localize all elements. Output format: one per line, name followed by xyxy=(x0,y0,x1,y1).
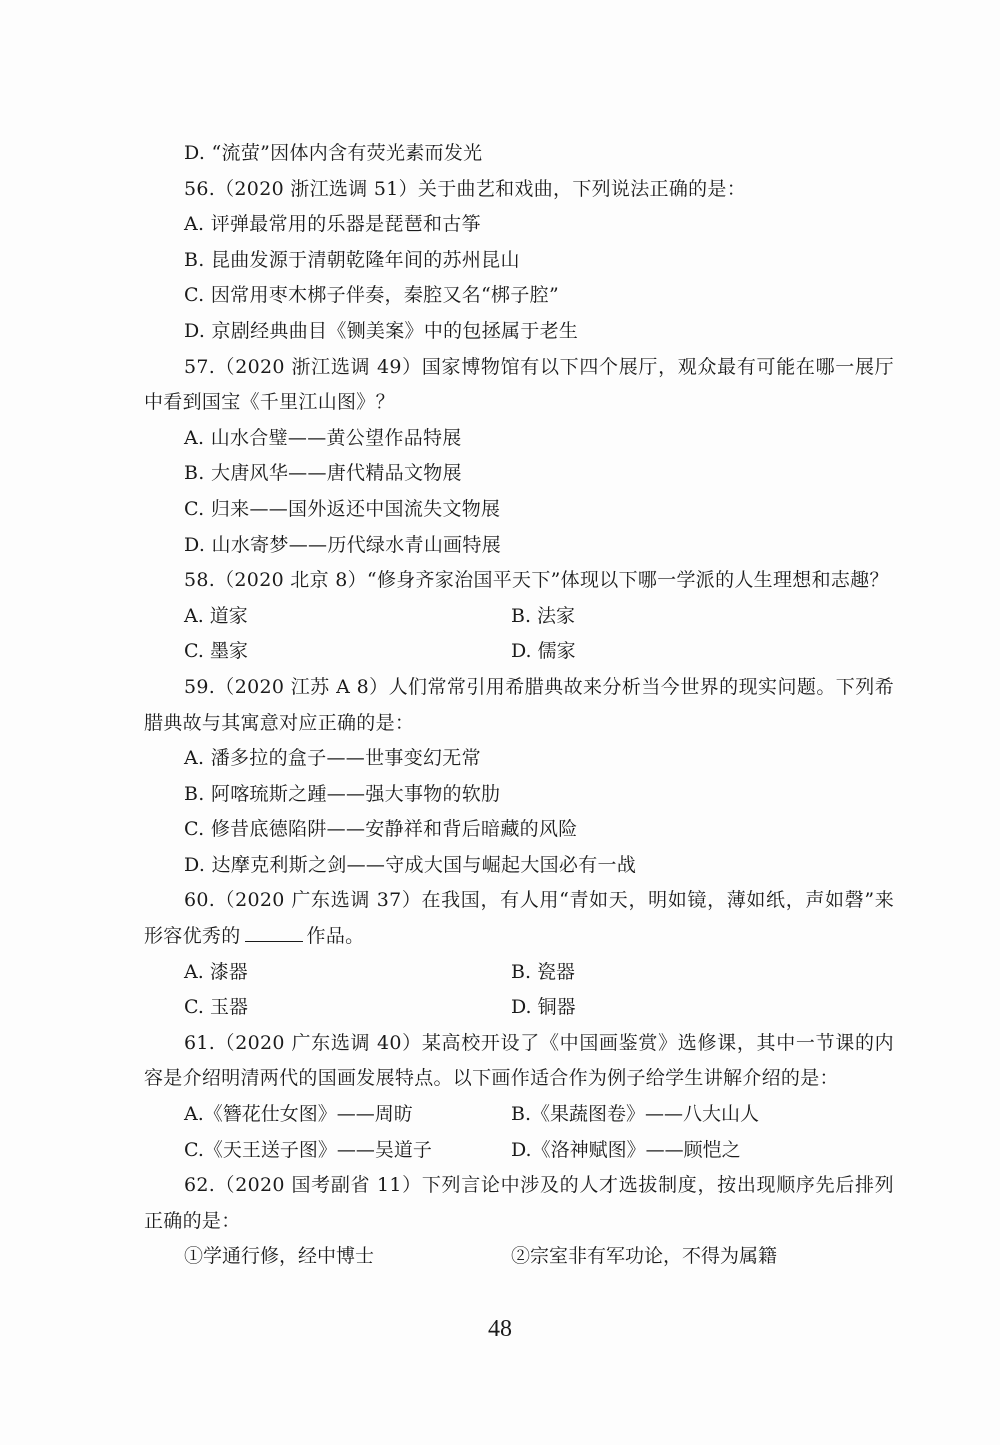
options-row-q58-1 xyxy=(144,599,894,635)
options-row-q62-1 xyxy=(144,1239,894,1275)
question-57: 57.（2020 浙江选调 49）国家博物馆有以下四个展厅，观众最有可能在哪一展厅中看到国宝《千里江山图》？ xyxy=(144,355,894,414)
option-b-q60: B. 瓷器 xyxy=(511,960,576,983)
option-a-q58: A. 道家 xyxy=(184,604,248,627)
options-row-q61-1 xyxy=(144,1097,894,1133)
question-60-text: 60.（2020 广东选调 37）在我国，有人用“青如天，明如镜，薄如纸，声如磬”来形容优秀的 xyxy=(144,889,894,948)
option-d-q57: D. 山水寄梦——历代绿水青山画特展 xyxy=(184,533,502,556)
option-c-q60: C. 玉器 xyxy=(184,996,248,1019)
option-d-q56: D. 京剧经典曲目《铡美案》中的包拯属于老生 xyxy=(184,319,579,342)
options-row-q60-2 xyxy=(144,990,894,1026)
option-a-q59: A. 潘多拉的盒子——世事变幻无常 xyxy=(184,747,481,770)
page-content xyxy=(144,136,894,1275)
option-c-q56: C. 因常用枣木梆子伴奏，秦腔又名“梆子腔” xyxy=(184,284,559,307)
statement-1-q62: ①学通行修，经中博士 xyxy=(184,1245,375,1268)
question-60 xyxy=(144,883,894,954)
options-row-q61-2 xyxy=(144,1133,894,1169)
option-d-q59: D. 达摩克利斯之剑——守成大国与崛起大国必有一战 xyxy=(184,853,637,876)
page-number: 48 xyxy=(488,1316,512,1342)
question-58: 58.（2020 北京 8）“修身齐家治国平天下”体现以下哪一学派的人生理想和志趣？ xyxy=(184,569,889,592)
option-a-q60: A. 漆器 xyxy=(184,960,248,983)
option-d-q55: D. “流萤”因体内含有荧光素而发光 xyxy=(184,142,483,164)
option-d-q60: D. 铜器 xyxy=(511,996,576,1019)
option-b-q59: B. 阿喀琉斯之踵——强大事物的软肋 xyxy=(184,782,501,805)
question-60-suffix: 作品。 xyxy=(306,925,365,948)
option-b-q58: B. 法家 xyxy=(511,604,576,627)
option-c-q57: C. 归来——国外返还中国流失文物展 xyxy=(184,497,501,520)
question-61: 61.（2020 广东选调 40）某高校开设了《中国画鉴赏》选修课，其中一节课的内容是介绍明清两代的国画发展特点。以下画作适合作为例子给学生讲解介绍的是： xyxy=(144,1031,894,1090)
answer-blank xyxy=(245,923,303,942)
option-b-q56: B. 昆曲发源于清朝乾隆年间的苏州昆山 xyxy=(184,248,520,271)
option-a-q57: A. 山水合璧——黄公望作品特展 xyxy=(184,426,462,449)
option-a-q61: A.《簪花仕女图》——周昉 xyxy=(184,1103,413,1126)
option-b-q61: B.《果蔬图卷》——八大山人 xyxy=(511,1103,760,1126)
options-row-q60-1 xyxy=(144,955,894,991)
options-row-q58-2 xyxy=(144,634,894,670)
option-b-q57: B. 大唐风华——唐代精品文物展 xyxy=(184,462,462,485)
option-d-q61: D.《洛神赋图》——顾恺之 xyxy=(511,1138,741,1161)
statement-2-q62: ②宗室非有军功论，不得为属籍 xyxy=(511,1245,778,1268)
question-59: 59.（2020 江苏 A 8）人们常常引用希腊典故来分析当今世界的现实问题。下列希腊典故与其寓意对应正确的是： xyxy=(144,675,894,734)
option-c-q58: C. 墨家 xyxy=(184,640,248,663)
option-d-q58: D. 儒家 xyxy=(511,640,576,663)
question-56: 56.（2020 浙江选调 51）关于曲艺和戏曲，下列说法正确的是： xyxy=(184,177,747,200)
question-62: 62.（2020 国考副省 11）下列言论中涉及的人才选拔制度，按出现顺序先后排列正确的是： xyxy=(144,1174,894,1232)
option-c-q59: C. 修昔底德陷阱——安静祥和背后暗藏的风险 xyxy=(184,818,578,841)
option-c-q61: C.《天王送子图》——吴道子 xyxy=(184,1138,432,1161)
option-a-q56: A. 评弹最常用的乐器是琵琶和古筝 xyxy=(184,213,481,236)
